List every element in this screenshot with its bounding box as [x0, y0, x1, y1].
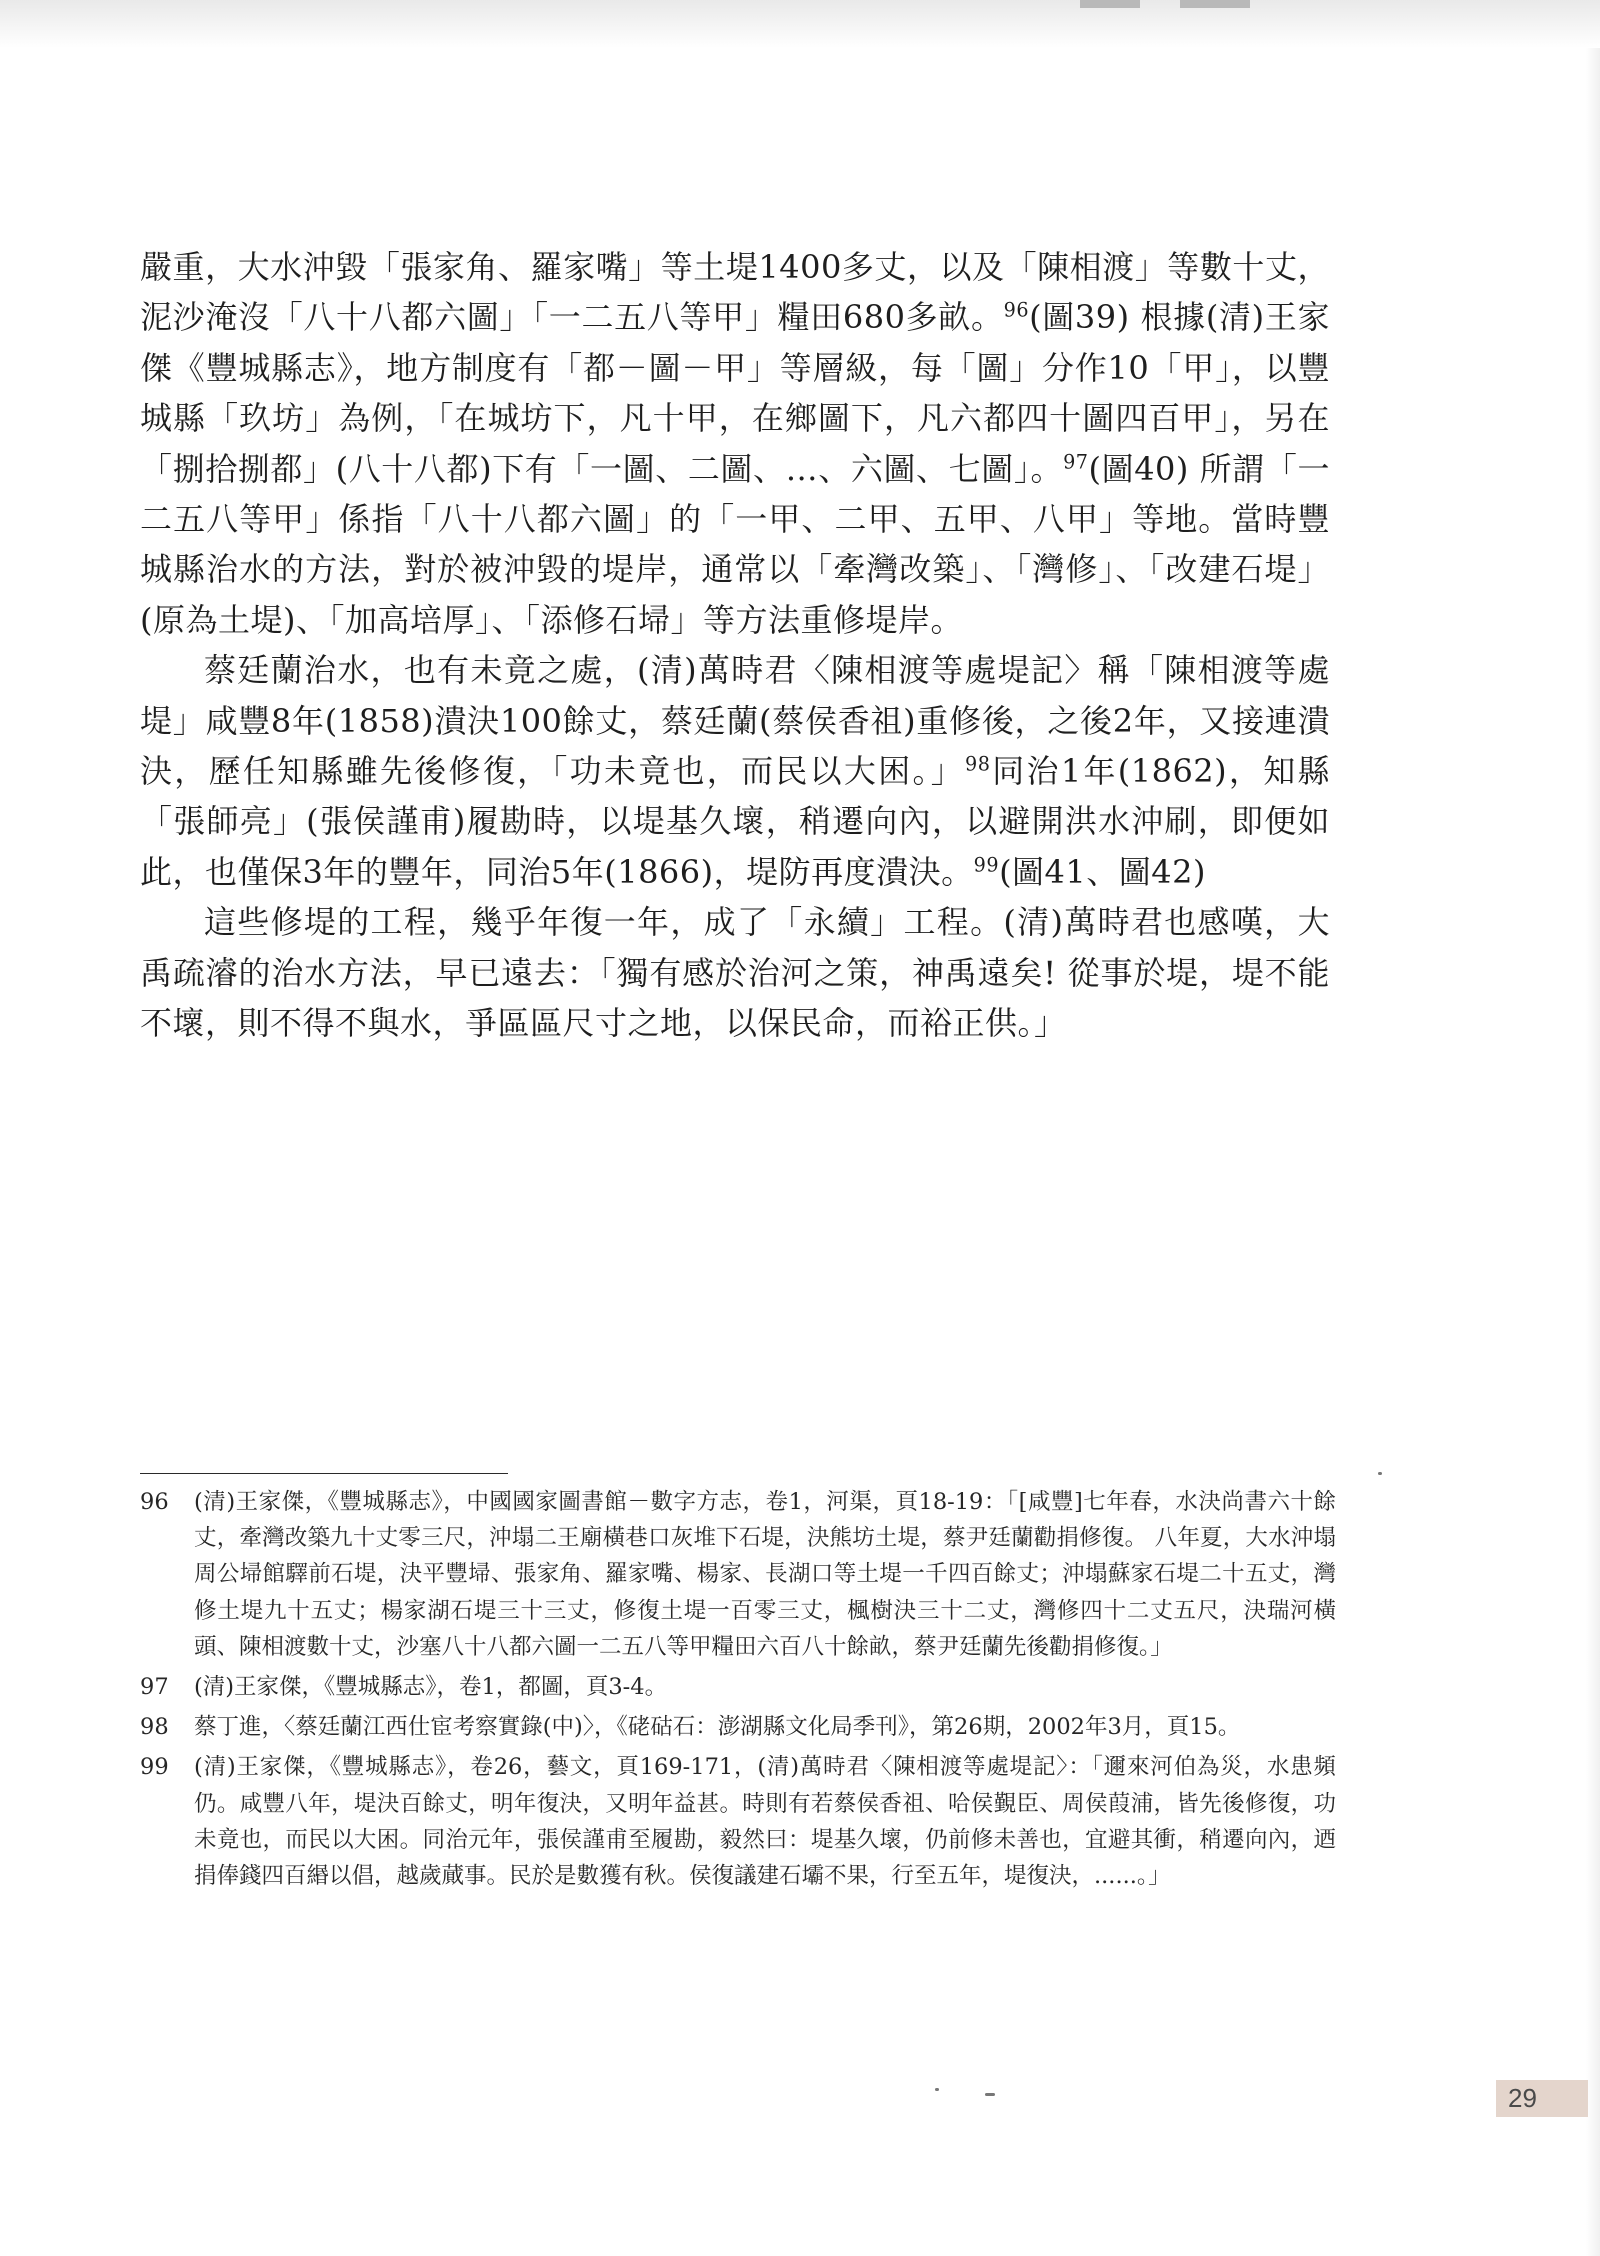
- paragraph-text: 同治1年(1862)，知縣「張師亮」(張侯謹甫)履勘時，以堤基久壞，稍遷向內，以避開洪水沖刷，即便如此，也僅保3年的豐年，同治5年(1866)，堤防再度潰決。: [140, 752, 1330, 891]
- footnote-ref: 99: [973, 853, 1000, 877]
- footnote-text: (清)王家傑，《豐城縣志》，中國國家圖書館－數字方志，卷1，河渠，頁18-19：「[咸豐]七年春，水決尚書六十餘丈，牽灣改築九十丈零三尺，沖塌二王廟橫巷口灰堆下石堤，決熊坊土堤，蔡尹廷蘭勸捐修復。 八年夏，大水沖塌周公埽館驛前石堤，決平豐埽、張家角、羅家嘴、楊家、長湖口等土堤一千四百餘丈；沖塌蘇家石堤二十五丈，灣修土堤九十五丈；楊家湖石堤三十三丈，修復土堤一百零三丈，楓樹決三十二丈，灣修四十二丈五尺，決瑞河橫頭、陳相渡數十丈，沙塞八十八都六圖一二五八等甲糧田六百八十餘畝，蔡尹廷蘭先後勸捐修復。」: [194, 1489, 1336, 1660]
- footnote-number: 98: [140, 1714, 169, 1741]
- footnote-divider: [140, 1473, 508, 1474]
- scan-artifact: [935, 2088, 939, 2091]
- footnote-97: [140, 1669, 1336, 1705]
- footnote-99: [140, 1749, 1336, 1894]
- footnote-ref: 97: [1063, 449, 1089, 473]
- paragraph-text: (圖41、圖42): [999, 852, 1206, 891]
- footnotes: [140, 1484, 1336, 1898]
- scan-shadow-top: [0, 0, 1600, 48]
- footnote-ref: 96: [1003, 298, 1030, 322]
- footnote-number: 96: [140, 1489, 169, 1515]
- paragraph-text: 嚴重，大水沖毀「張家角、羅家嘴」等土堤1400多丈，以及「陳相渡」等數十丈，泥沙淹沒「八十八都六圖」「一二五八等甲」糧田680多畝。: [140, 248, 1330, 337]
- paragraph-2: [140, 645, 1330, 897]
- footnote-98: [140, 1709, 1336, 1745]
- paragraph-text: (圖39) 根據(清)王家傑《豐城縣志》，地方制度有「都－圖－甲」等層級，每「圖」分作10「甲」，以豐城縣「玖坊」為例，「在城坊下，凡十甲，在鄉圖下，凡六都四十圖四百甲」，另在「捌拾捌都」(八十八都)下有「一圖、二圖、…、六圖、七圖」。: [140, 298, 1330, 488]
- scan-artifact: [985, 2093, 995, 2096]
- body-text: [140, 242, 1330, 1049]
- footnote-number: 99: [140, 1754, 169, 1781]
- footnote-96: [140, 1484, 1336, 1665]
- scan-artifact: [1180, 0, 1250, 8]
- scan-artifact: [1080, 0, 1140, 8]
- page-number: 29: [1508, 2083, 1537, 2113]
- scan-artifact: [1378, 1472, 1382, 1475]
- footnote-text: (清)王家傑，《豐城縣志》，卷1，都圖，頁3-4。: [194, 1674, 668, 1701]
- paragraph-text: (圖40) 所謂「一二五八等甲」係指「八十八都六圖」的「一甲、二甲、五甲、八甲」等地。當時豐城縣治水的方法，對於被沖毀的堤岸，通常以「牽灣改築」、「灣修」、「改建石堤」(原為土堤)、「加高培厚」、「添修石埽」等方法重修堤岸。: [140, 449, 1330, 639]
- footnote-ref: 98: [965, 752, 991, 776]
- footnote-text: (清)王家傑，《豐城縣志》，卷26，藝文，頁169-171，(清)萬時君〈陳相渡等處堤記〉：「邇來河伯為災，水患頻仍。咸豐八年，堤決百餘丈，明年復決，又明年益甚。時則有若蔡侯香祖、哈侯覲臣、周侯葭浦，皆先後修復，功未竟也，而民以大困。同治元年，張侯謹甫至履勘，毅然曰：堤基久壞，仍前修未善也，宜避其衝，稍遷向內，迺捐俸錢四百緡以倡，越歲蕆事。民於是數獲有秋。侯復議建石壩不果，行至五年，堤復決，......。」: [194, 1754, 1336, 1890]
- footnote-number: 97: [140, 1674, 169, 1701]
- footnote-text: 蔡丁進，〈蔡廷蘭江西仕宦考察實錄(中)〉，《硓𥑮石：澎湖縣文化局季刊》，第26期，2002年3月，頁15。: [194, 1714, 1241, 1741]
- paragraph-text: 這些修堤的工程，幾乎年復一年，成了「永續」工程。(清)萬時君也感嘆，大禹疏濬的治水方法，早已遠去：「獨有感於治河之策，神禹遠矣! 從事於堤，堤不能不壞，則不得不與水，爭區區尺寸之地，以保民命，而裕正供。」: [140, 903, 1330, 1043]
- scan-shadow-right: [1586, 48, 1600, 2256]
- paragraph-3: [140, 897, 1330, 1048]
- paragraph-1: [140, 242, 1330, 645]
- paragraph-text: 蔡廷蘭治水，也有未竟之處，(清)萬時君〈陳相渡等處堤記〉稱「陳相渡等處堤」咸豐8年(1858)潰決100餘丈，蔡廷蘭(蔡侯香祖)重修後，之後2年，又接連潰決，歷任知縣雖先後修復，「功未竟也，而民以大困。」: [140, 651, 1330, 791]
